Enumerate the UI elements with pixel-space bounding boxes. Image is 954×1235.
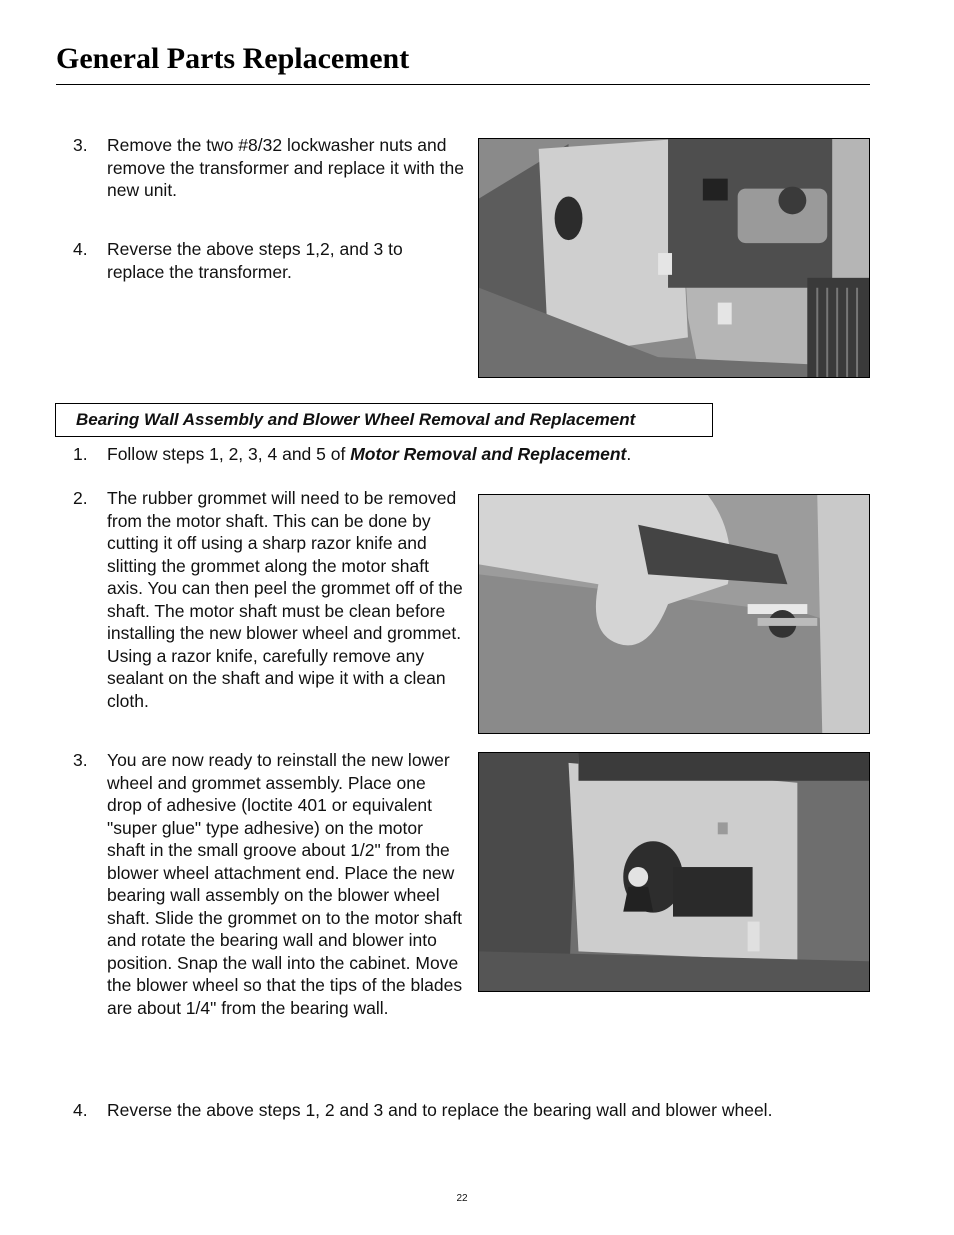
grommet-removal-photo	[478, 494, 870, 734]
section-heading: Bearing Wall Assembly and Blower Wheel Removal and Replacement	[76, 410, 636, 429]
motor-removal-reference: Motor Removal and Replacement	[350, 444, 627, 464]
step-number: 1.	[73, 444, 88, 464]
step-number: 4.	[73, 1100, 88, 1120]
step-text-suffix: .	[626, 444, 632, 464]
step-text: Reverse the above steps 1,2, and 3 to replace the transformer.	[107, 239, 403, 282]
step-number: 3.	[73, 135, 88, 155]
step-text	[107, 443, 867, 466]
step-text: Remove the two #8/32 lockwasher nuts and remove the transformer and replace it with the new unit.	[107, 135, 464, 200]
step-number: 4.	[73, 239, 88, 259]
section-heading-box	[55, 403, 713, 437]
step-text: Reverse the above steps 1, 2 and 3 and to replace the bearing wall and blower wheel.	[107, 1100, 773, 1120]
step-number: 3.	[73, 750, 88, 770]
page-title: General Parts Replacement	[56, 42, 410, 75]
step-text: You are now ready to reinstall the new lower wheel and grommet assembly. Place one drop of adhesive (loctite 401 or equivalent "super glue" type adhesive) on the motor shaft in the small groove about 1/2" from the blower wheel attachment end. Place the new bearing wall assembly on the blower wheel shaft. Slide the grommet on to the motor shaft and rotate the bearing wall and blower into position. Snap the wall into the cabinet. Move the blower wheel so that the tips of the blades are about 1/4" from the bearing wall.	[107, 750, 463, 1018]
title-rule	[56, 84, 870, 85]
step-number: 2.	[73, 488, 88, 508]
step-text-prefix: Follow steps 1, 2, 3, 4 and 5 of	[107, 444, 351, 464]
transformer-photo	[478, 138, 870, 378]
page-number: 22	[456, 1193, 468, 1204]
step-text: The rubber grommet will need to be removed from the motor shaft. This can be done by cutting it off using a sharp razor knife and slitting the grommet along the motor shaft axis. You can then peel the grommet off of the shaft. The motor shaft must be clean before installing the new blower wheel and grommet. Using a razor knife, carefully remove any sealant on the shaft and wipe it with a clean cloth.	[107, 488, 463, 711]
bearing-wall-photo	[478, 752, 870, 992]
